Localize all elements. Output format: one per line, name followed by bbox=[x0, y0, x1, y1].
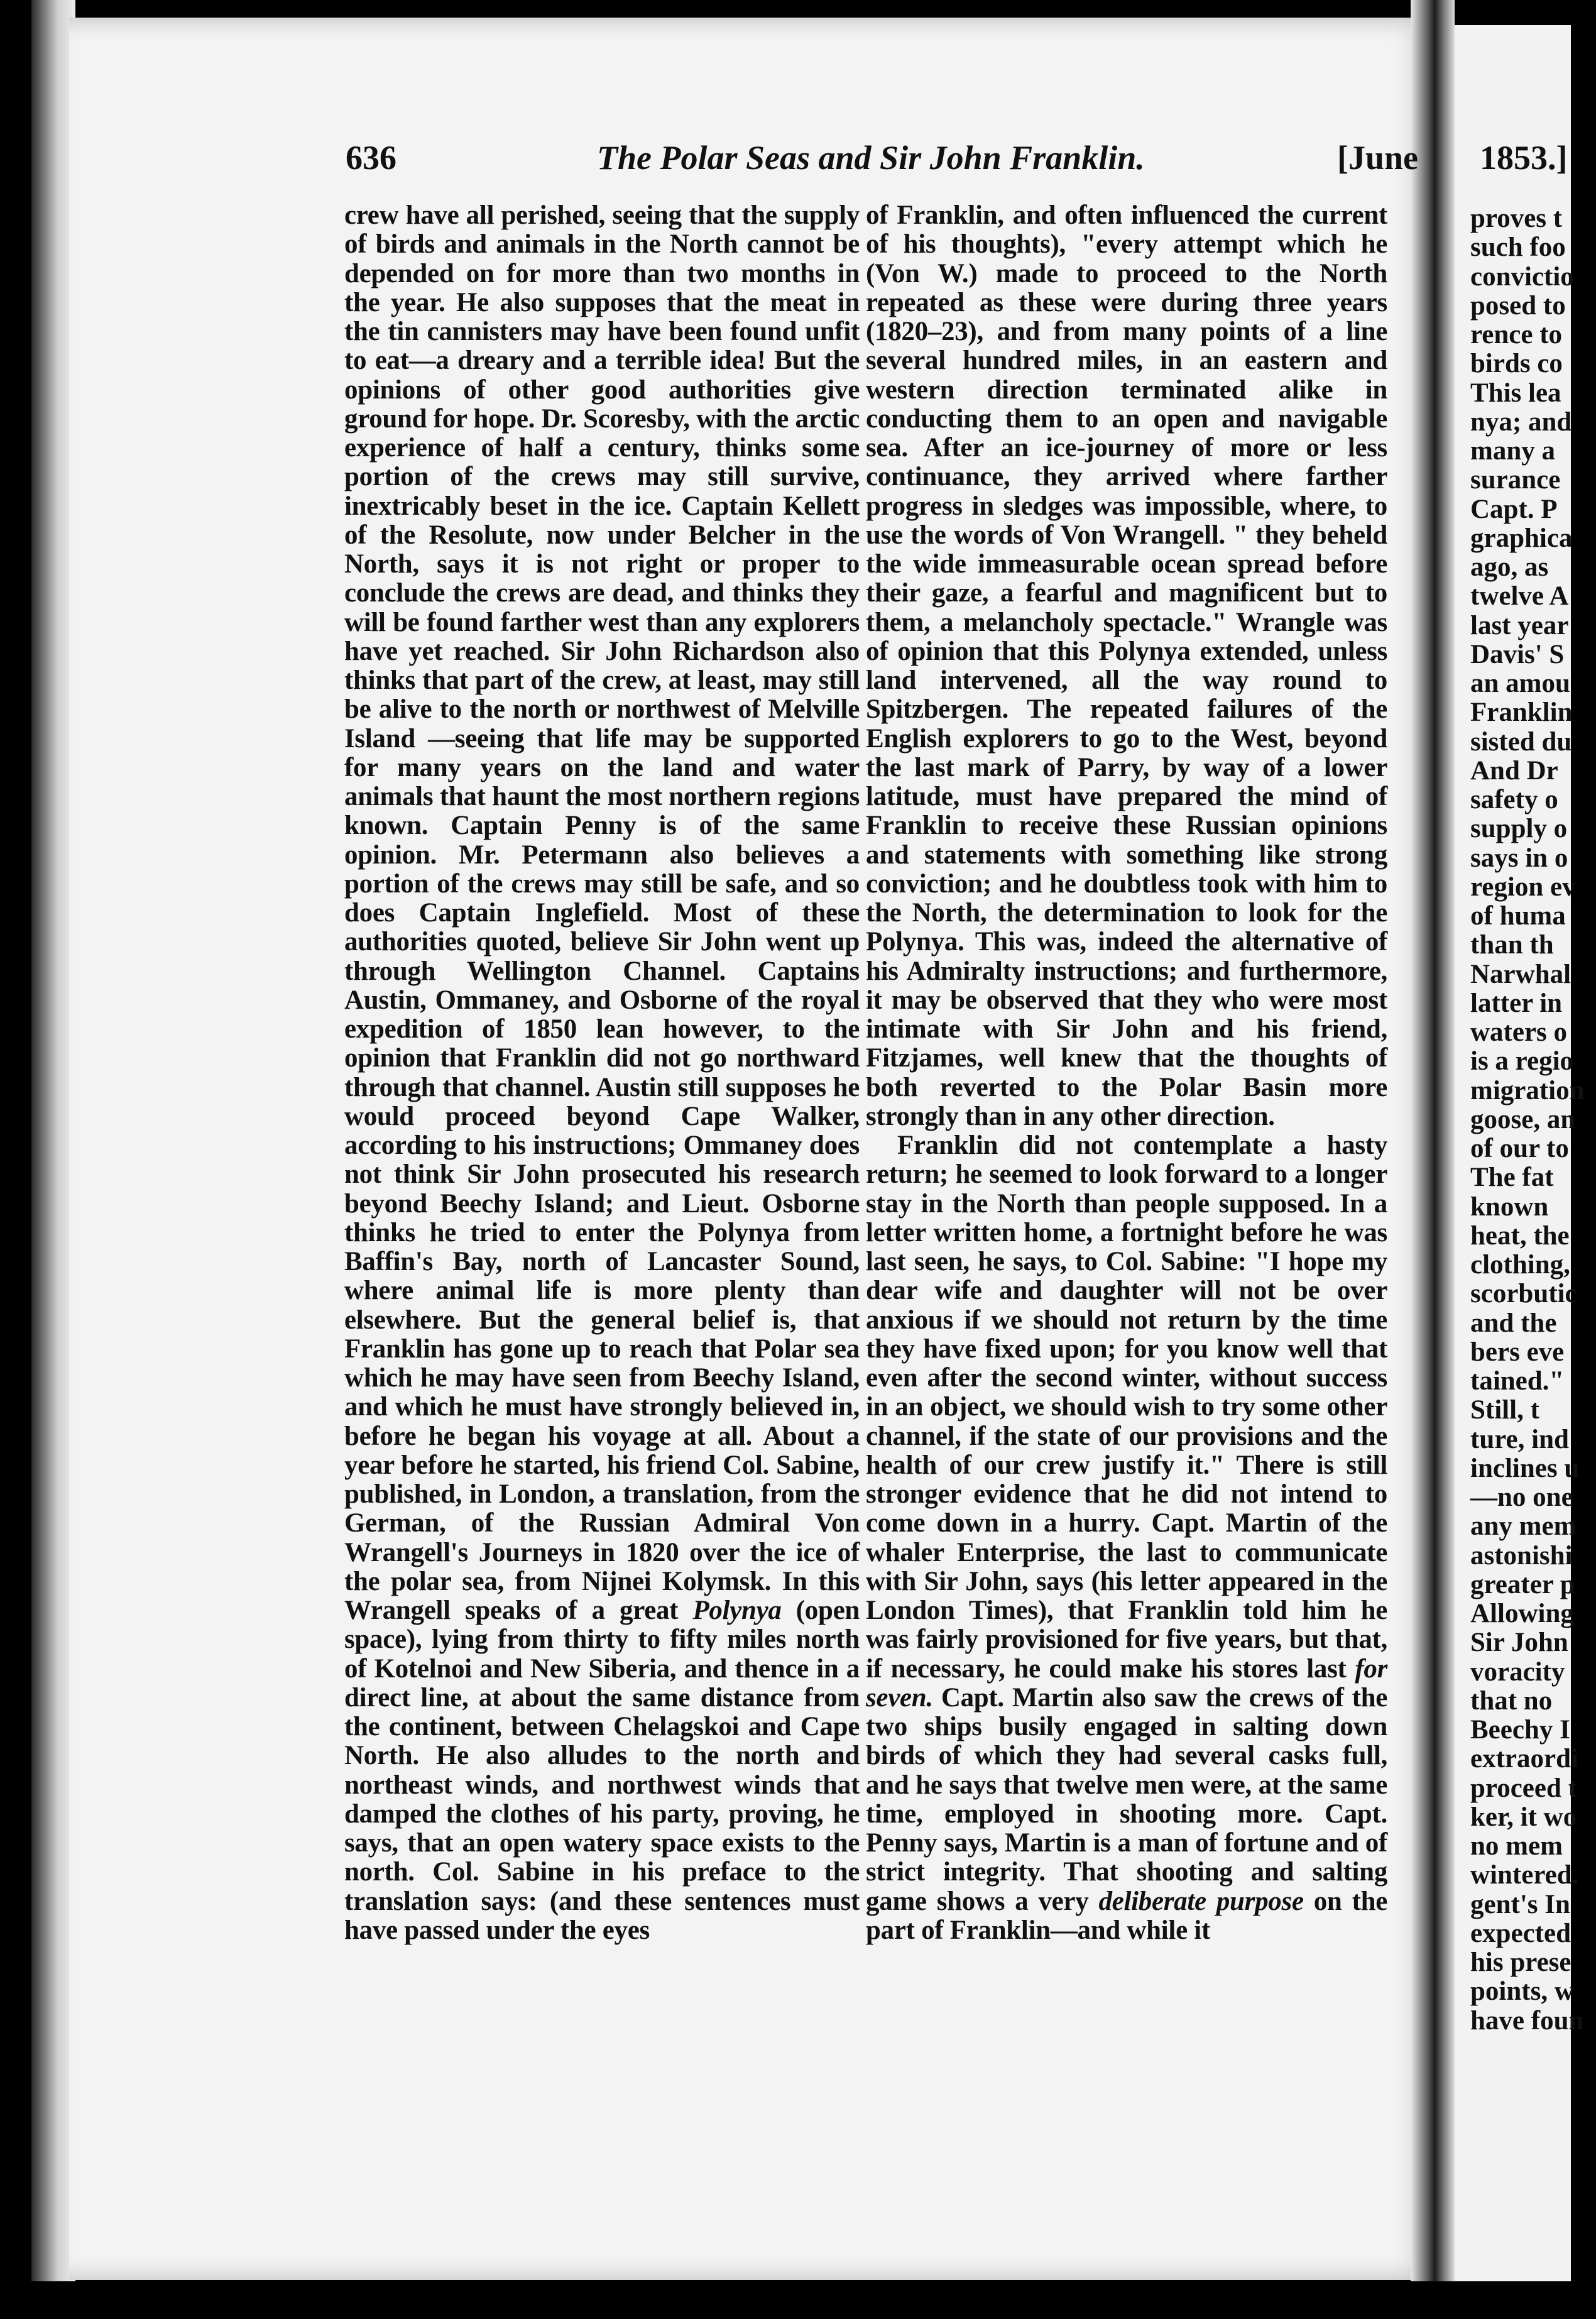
page-number: 636 bbox=[346, 139, 396, 177]
facing-page-line: migration bbox=[1470, 1075, 1585, 1105]
right-column-paragraph-1: of Franklin, and often influenced the current of his thoughts), "every attempt which he (Von W.) made to proceed to the North repeated as these were during three years (1820–23), and from many points of a line several hundred miles, in an eastern and western direction terminated alike in conducting them to an open and navigable sea. After an ice-journey of more or less continuance, they arrived where farther progress in sledges was impossible, where, to use the words of Von Wrangell. " they beheld the wide immeasurable ocean spread before their gaze, a fearful and magnificent but to them, a melancholy spectacle." Wrangle was of opinion that this Polynya extended, unless land intervened, all the way round to Spitzbergen. The repeated failures of the English explorers to go to the West, beyond the last mark of Parry, by way of a lower latitude, must have prepared the mind of Franklin to receive these Russian opinions and statements with something like strong conviction; and he doubtless took with him to the North, the determination to look for the Polynya. This was, indeed the alternative of his Admiralty instructions; and furthermore, it may be observed that they who were most intimate with Sir John and his friend, Fitzjames, well knew that the thoughts of both reverted to the Polar Basin more strongly than in any other direction. bbox=[866, 200, 1387, 1131]
facing-page-line: nya; and bbox=[1470, 407, 1572, 437]
facing-page-line: birds co bbox=[1470, 349, 1563, 379]
facing-page-line: such foo bbox=[1470, 233, 1566, 263]
left-text-1: crew have all perished, seeing that the supply of birds and animals in the North cannot be depended on for more than two months in the year. He also supposes that the meat in the tin cannisters may have been found unfit to eat—a dreary and a terrible idea! But the opinions of other good authorities give ground for hope. Dr. Scoresby, with the arctic experience of half a century, thinks some portion of the crews may still survive, inextricably beset in the ice. Captain Kellett of the Resolute, now under Belcher in the North, says it is not right or proper to conclude the crews are dead, and thinks they will be found farther west than any explorers have yet reached. Sir John Richardson also thinks that part of the crew, at least, may still be alive to the north or northwest of Melville Island —seeing that life may be supported for many years on the land and water animals that haunt the most northern regions known. Captain Penny is of the same opinion. Mr. Petermann also believes a portion of the crews may still be safe, and so does Captain Inglefield. Most of these authorities quoted, believe Sir John went up through Wellington Channel. Captains Austin, Ommaney, and Osborne of the royal expedition of 1850 lean however, to the opinion that Franklin did not go northward through that channel. Austin still supposes he would proceed beyond Cape Walker, according to his instructions; Ommaney does not think Sir John prosecuted his research beyond Beechy Island; and Lieut. Osborne thinks he tried to enter the Polynya from Baffin's Bay, north of Lancaster Sound, where animal life is more plenty than elsewhere. But the general belief is, that Franklin has gone up to reach that Polar sea which he may have seen from Beechy Island, and which he must have strongly believed in, before he began his voyage at all. About a year before he started, his friend Col. Sabine, published, in London, a translation, from the German, of the Russian Admiral Von Wrangell's Journeys in 1820 over the ice of the polar sea, from Nijnei Kolymsk. In this Wrangell speaks of a great bbox=[344, 200, 860, 1625]
facing-page-header: 1853.] bbox=[1480, 139, 1568, 177]
facing-page-line: sisted du bbox=[1470, 726, 1572, 757]
left-column-paragraph bbox=[344, 201, 860, 1945]
facing-page-line: says in o bbox=[1470, 843, 1568, 873]
facing-page-line: ago, as bbox=[1470, 552, 1549, 582]
facing-page-line: his prese bbox=[1470, 1948, 1571, 1977]
facing-page-line: gent's In bbox=[1470, 1889, 1570, 1919]
facing-page-line: an amou bbox=[1470, 669, 1570, 698]
facing-page-line: heat, the bbox=[1470, 1220, 1570, 1251]
facing-page-line: last year bbox=[1470, 610, 1569, 640]
facing-page-line: safety o bbox=[1470, 785, 1558, 814]
facing-page-line: tained." bbox=[1470, 1366, 1565, 1396]
facing-page-line: astonishi bbox=[1470, 1540, 1573, 1571]
facing-page-line: graphica bbox=[1470, 523, 1573, 553]
facing-page-line: expected bbox=[1470, 1918, 1571, 1948]
facing-page-line: proceed t bbox=[1470, 1773, 1577, 1803]
facing-page-line: wintered. bbox=[1470, 1860, 1579, 1890]
facing-page-line: surance bbox=[1470, 465, 1561, 495]
running-date: [June bbox=[1337, 139, 1419, 177]
right-text-2b: Capt. Martin also saw the crews of the two ships busily engaged in salting down birds of which they had several casks full, and he says that twelve men were, at the same time, employed in shooting more. Capt. Penny says, Martin is a man of fortune and of strict integrity. That shooting and salting game shows a very bbox=[866, 1682, 1387, 1916]
facing-page-line: Capt. P bbox=[1470, 494, 1558, 524]
facing-page-line: extraordi bbox=[1470, 1744, 1578, 1774]
facing-page-line: inclines u bbox=[1470, 1453, 1580, 1483]
facing-page-line: Beechy I bbox=[1470, 1715, 1570, 1745]
facing-page-line: no mem bbox=[1470, 1831, 1563, 1861]
facing-page-line: The fat bbox=[1470, 1163, 1554, 1193]
right-text-emphasis-1: for seven. bbox=[866, 1653, 1387, 1713]
facing-page-line: —no one bbox=[1470, 1483, 1573, 1512]
left-column bbox=[344, 201, 860, 1945]
facing-page-line: have foun bbox=[1470, 2005, 1584, 2036]
facing-page-line: latter in bbox=[1470, 988, 1563, 1018]
right-text-2c: on the part of Franklin—and while it bbox=[866, 1886, 1388, 1945]
facing-page-line: clothing, bbox=[1470, 1250, 1570, 1280]
right-column-paragraph-2 bbox=[866, 1131, 1387, 1945]
facing-page-line: Franklin bbox=[1470, 698, 1573, 728]
right-text-2a: Franklin did not contemplate a hasty return; he seemed to look forward to a longer stay in the North than people supposed. In a letter written home, a fortnight before he was last seen, he says, to Col. Sabine: "I hope my dear wife and daughter will not be over anxious if we should not return by the time they have fixed upon; for you know well that even after the second winter, without success in an object, we should wish to try some other channel, if the state of our provisions and the health of our crew justify it." There is still stronger evidence that he did not intend to come down in a hurry. Capt. Martin of the whaler Enterprise, the last to communicate with Sir John, says (his letter appeared in the London Times), that Franklin told him he was fairly provisioned for five years, but that, if necessary, he could make his stores last bbox=[866, 1131, 1387, 1684]
facing-page-line: Sir John bbox=[1470, 1628, 1568, 1658]
facing-page-line: that no bbox=[1470, 1686, 1553, 1716]
facing-page-line: known bbox=[1470, 1192, 1549, 1222]
facing-page-line: scorbutic bbox=[1470, 1279, 1577, 1309]
facing-page-line: twelve A bbox=[1470, 581, 1569, 611]
facing-page-line: And Dr bbox=[1470, 755, 1558, 786]
facing-page-line: proves t bbox=[1470, 204, 1563, 233]
facing-page-line: waters o bbox=[1470, 1017, 1568, 1047]
facing-page-line: bers eve bbox=[1470, 1337, 1565, 1367]
facing-page-line: than th bbox=[1470, 930, 1554, 960]
facing-page-line: of huma bbox=[1470, 901, 1566, 931]
facing-page-line: region ev bbox=[1470, 872, 1576, 902]
facing-page-line: voracity bbox=[1470, 1657, 1565, 1687]
facing-page-line: ture, ind bbox=[1470, 1424, 1569, 1454]
facing-page-line: goose, an bbox=[1470, 1104, 1576, 1134]
scan-bottom-border bbox=[0, 2281, 1571, 2319]
left-text-emphasis: Polynya bbox=[692, 1596, 782, 1625]
facing-page-line: Still, t bbox=[1470, 1395, 1539, 1425]
facing-page-line: supply o bbox=[1470, 814, 1568, 844]
facing-page-line: of our to bbox=[1470, 1134, 1569, 1163]
facing-page-line: convictio bbox=[1470, 261, 1574, 292]
facing-page-line: greater p bbox=[1470, 1569, 1575, 1599]
facing-page-line: This lea bbox=[1470, 378, 1561, 408]
running-title: The Polar Seas and Sir John Franklin. bbox=[597, 139, 1145, 177]
facing-page-line: Narwhal bbox=[1470, 959, 1571, 989]
left-text-2: (open space), lying from thirty to fifty miles north of Kotelnoi and New Siberia, and thence in a direct line, at about the same distance from the continent, between Chelagskoi and Cape North. He also alludes to the north and northeast winds, and northwest winds that damped the clothes of his party, proving, he says, that an open watery space exists to the north. Col. Sabine in his preface to the translation says: (and these sentences must have passed under the eyes bbox=[344, 1596, 860, 1945]
facing-page-line: many a bbox=[1470, 436, 1555, 466]
facing-page-line: ker, it wo bbox=[1470, 1802, 1577, 1832]
facing-page-line: Allowing bbox=[1470, 1599, 1574, 1628]
facing-page-line: points, w bbox=[1470, 1976, 1574, 2007]
facing-page-column bbox=[1470, 204, 1596, 2036]
facing-page-line: is a regio bbox=[1470, 1046, 1574, 1077]
book-gutter bbox=[1411, 0, 1455, 2319]
facing-page-line: posed to bbox=[1470, 290, 1566, 321]
facing-page-line: Davis' S bbox=[1470, 639, 1565, 669]
facing-page-line: rence to bbox=[1470, 320, 1563, 349]
facing-page-line: and the bbox=[1470, 1308, 1557, 1338]
facing-page-line: any mem bbox=[1470, 1511, 1577, 1542]
right-column bbox=[866, 201, 1387, 1945]
right-text-emphasis-2: deliberate purpose bbox=[1098, 1886, 1304, 1916]
